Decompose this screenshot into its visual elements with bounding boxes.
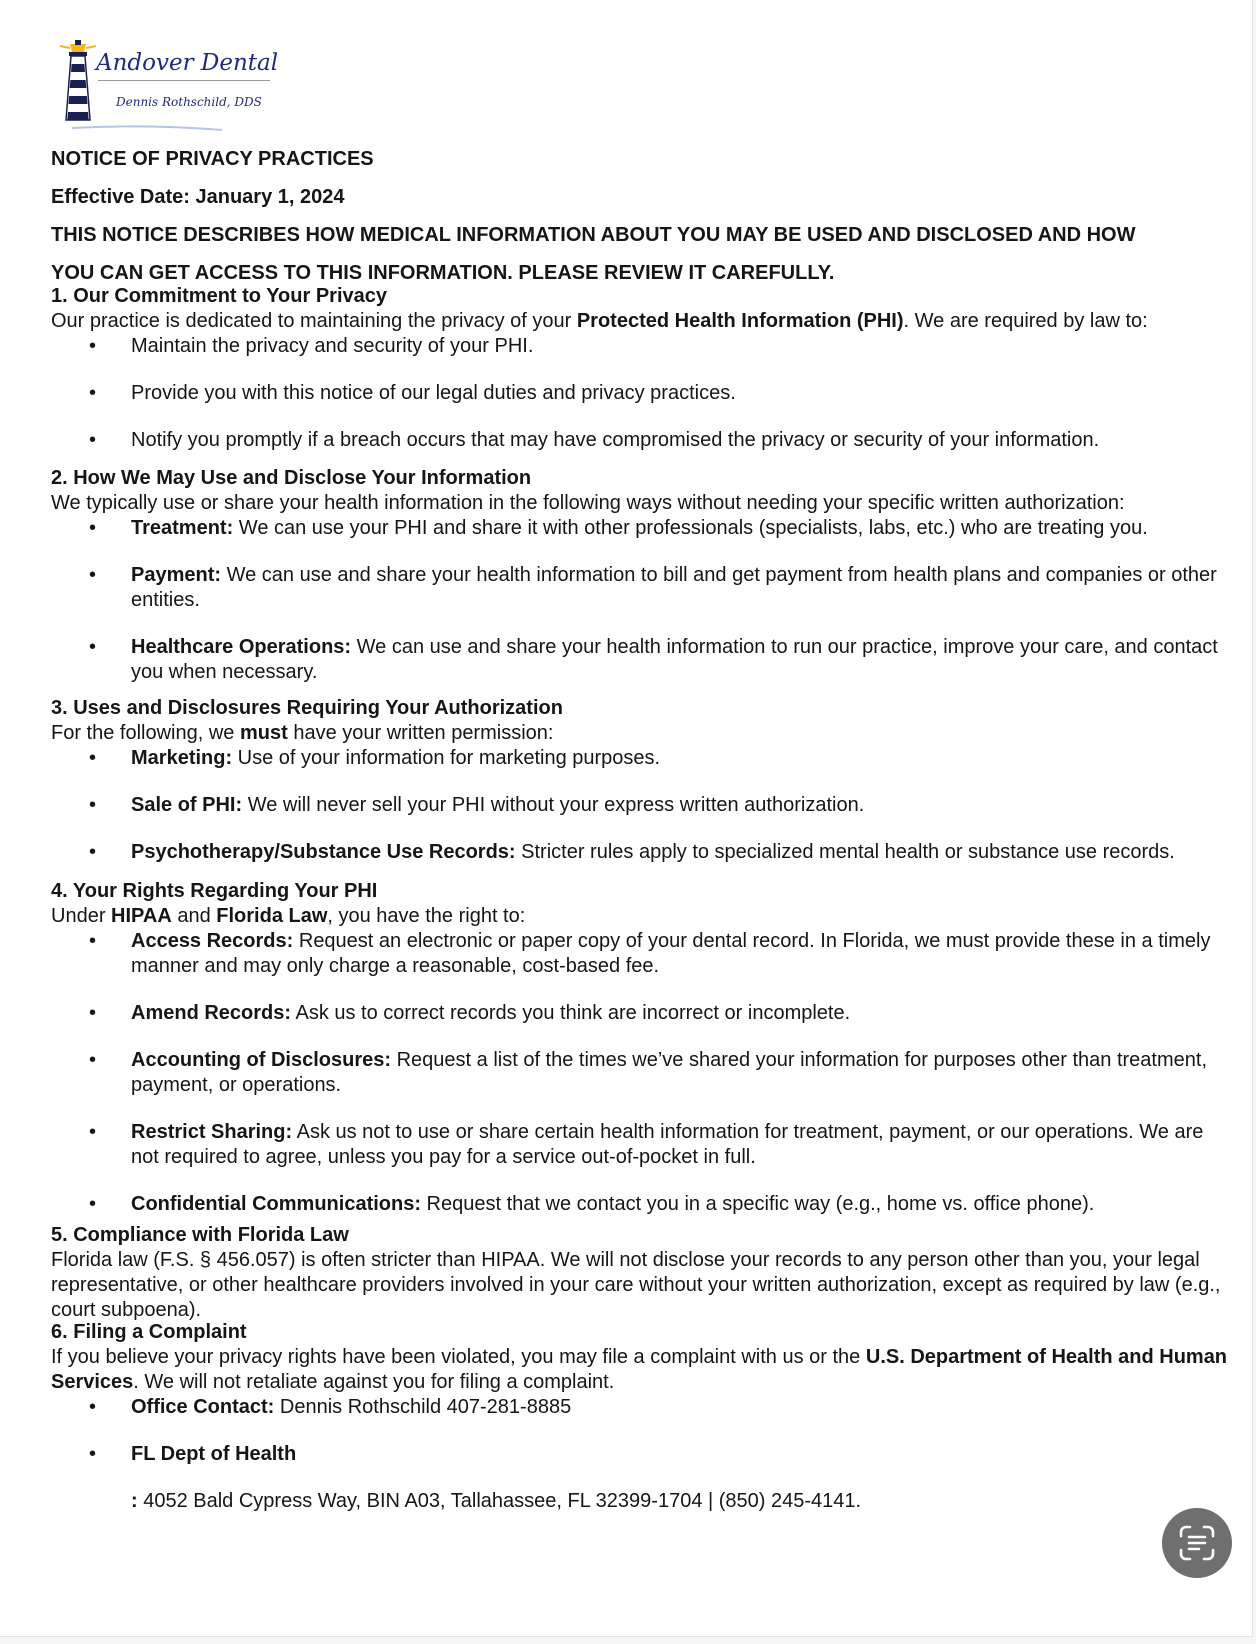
list-item: • Accounting of Disclosures: Request a list of the times we’ve shared your information for purposes other than treatment, payment, or operations. [51,1048,1236,1098]
section-4-title: 4. Your Rights Regarding Your PHI [51,880,378,902]
list-item: • Healthcare Operations: We can use and share your health information to run our practice, improve your care, and contact you when necessary. [51,635,1236,685]
logo-divider [98,80,270,81]
text-scan-icon [1177,1523,1217,1563]
list-item: • Maintain the privacy and security of your PHI. [51,334,1236,359]
section-1-intro: Our practice is dedicated to maintaining the privacy of your Protected Health Information (PHI). We are required by law to: [51,310,1148,332]
section-2 [51,466,1236,685]
list-item: • Sale of PHI: We will never sell your PHI without your express written authorization. [51,793,1236,818]
section-3-list [51,746,1236,865]
logo-title: Andover Dental [96,50,279,76]
section-6-intro: If you believe your privacy rights have been violated, you may file a complaint with us or the U.S. Department of Health and Human Services. We will not retaliate against you for filing a complaint. [51,1346,1228,1393]
section-2-list [51,516,1236,685]
section-4 [51,879,1236,1217]
section-5-text: Florida law (F.S. § 456.057) is often stricter than HIPAA. We will not disclose your records to any person other than you, your legal representative, or other healthcare providers involved in your care without your written authorization, except as required by law (e.g., court subpoena). [51,1249,1221,1321]
lighthouse-icon [58,40,98,130]
notice-line-1: THIS NOTICE DESCRIBES HOW MEDICAL INFORMATION ABOUT YOU MAY BE USED AND DISCLOSED AND HOW [51,224,1136,246]
section-4-list [51,929,1236,1217]
list-item: • Payment: We can use and share your health information to bill and get payment from health plans and companies or other entities. [51,563,1236,613]
andover-dental-logo [58,40,298,135]
list-item: • Amend Records: Ask us to correct records you think are incorrect or incomplete. [51,1001,1236,1026]
section-3-title: 3. Uses and Disclosures Requiring Your Authorization [51,697,563,719]
list-item: • Office Contact: Dennis Rothschild 407-281-8885 [51,1395,1236,1420]
notice-line-2: YOU CAN GET ACCESS TO THIS INFORMATION. PLEASE REVIEW IT CAREFULLY. [51,262,835,284]
section-6-list [51,1395,1236,1514]
list-item: • FL Dept of Health [51,1442,1236,1467]
section-1-list [51,334,1236,453]
section-2-intro: We typically use or share your health information in the following ways without needing your specific written authorization: [51,492,1125,514]
document-title: NOTICE OF PRIVACY PRACTICES [51,148,374,170]
section-1-title: 1. Our Commitment to Your Privacy [51,285,388,307]
list-item: • Confidential Communications: Request that we contact you in a specific way (e.g., home vs. office phone). [51,1192,1236,1217]
section-3 [51,696,1236,865]
list-item: • Provide you with this notice of our legal duties and privacy practices. [51,381,1236,406]
list-item: • Notify you promptly if a breach occurs that may have compromised the privacy or security of your information. [51,428,1236,453]
section-5 [51,1223,1236,1323]
text-scan-button[interactable] [1162,1508,1232,1578]
section-5-title: 5. Compliance with Florida Law [51,1224,349,1246]
list-item: • Treatment: We can use your PHI and share it with other professionals (specialists, labs, etc.) who are treating you. [51,516,1236,541]
section-2-title: 2. How We May Use and Disclose Your Information [51,467,532,489]
list-item: • Restrict Sharing: Ask us not to use or share certain health information for treatment, payment, or our operations. We are not required to agree, unless you pay for a service out-of-pocket in full. [51,1120,1236,1170]
list-item: • Access Records: Request an electronic or paper copy of your dental record. In Florida, we must provide these in a timely manner and may only charge a reasonable, cost-based fee. [51,929,1236,979]
list-item: • Marketing: Use of your information for marketing purposes. [51,746,1236,771]
section-1 [51,284,1236,453]
section-3-intro: For the following, we must have your written permission: [51,722,554,744]
section-6-title: 6. Filing a Complaint [51,1321,247,1343]
address-line: : 4052 Bald Cypress Way, BIN A03, Tallahassee, FL 32399-1704 | (850) 245-4141. [131,1490,862,1512]
list-item: • Psychotherapy/Substance Use Records: Stricter rules apply to specialized mental health or substance use records. [51,840,1236,865]
logo-swoosh [72,124,222,132]
section-4-intro: Under HIPAA and Florida Law, you have the right to: [51,905,526,927]
effective-date: Effective Date: January 1, 2024 [51,186,345,208]
logo-subtitle: Dennis Rothschild, DDS [116,95,262,109]
section-6 [51,1320,1236,1514]
